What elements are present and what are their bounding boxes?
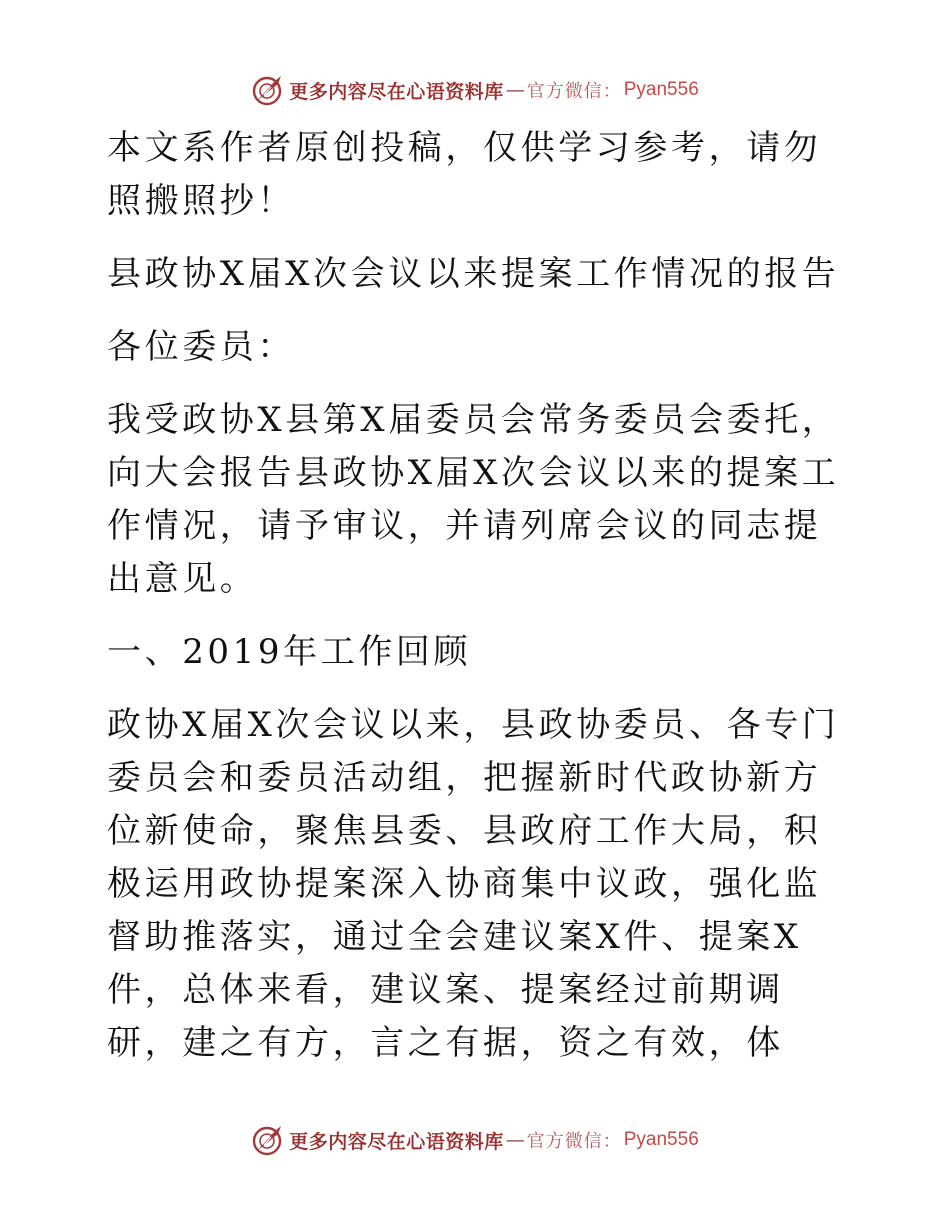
document-body [97, 122, 857, 1070]
header-watermark-banner [0, 70, 950, 110]
document-title: 县政协X届X次会议以来提案工作情况的报告 [107, 254, 840, 294]
section-body-paragraph: 政协X届X次会议以来，县政协委员、各专门委员会和委员活动组，把握新时代政协新方位新使命，聚焦县委、县政府工作大局，积极运用政协提案深入协商集中议政，强化监督助推落实，通过全会建议案X件、提案X件，总体来看，建议案、提案经过前期调研，建之有方，言之有据，资之有效，体 [107, 705, 840, 1063]
banner-wechat-id: Pyan556 [623, 79, 699, 100]
quill-logo-icon [251, 1123, 285, 1157]
footer-watermark-banner [0, 1120, 950, 1160]
banner-promo-text: 更多内容尽在心语资料库 [289, 80, 504, 103]
banner-wechat-label: 官方微信： [526, 1131, 622, 1152]
banner-dash: — [505, 1129, 525, 1151]
banner-wechat-id: Pyan556 [623, 1129, 699, 1150]
intro-paragraph: 我受政协X县第X届委员会常务委员会委托，向大会报告县政协X届X次会议以来的提案工作情况，请予审议，并请列席会议的同志提出意见。 [107, 400, 840, 599]
section-heading: 一、2019年工作回顾 [107, 632, 472, 672]
banner-promo-text: 更多内容尽在心语资料库 [289, 1130, 504, 1153]
banner-dash: — [505, 79, 525, 101]
quill-logo-icon [251, 73, 285, 107]
disclaimer-paragraph: 本文系作者原创投稿，仅供学习参考，请勿照搬照抄！ [107, 128, 822, 221]
salutation: 各位委员： [107, 327, 295, 367]
banner-wechat-label: 官方微信： [526, 81, 622, 102]
